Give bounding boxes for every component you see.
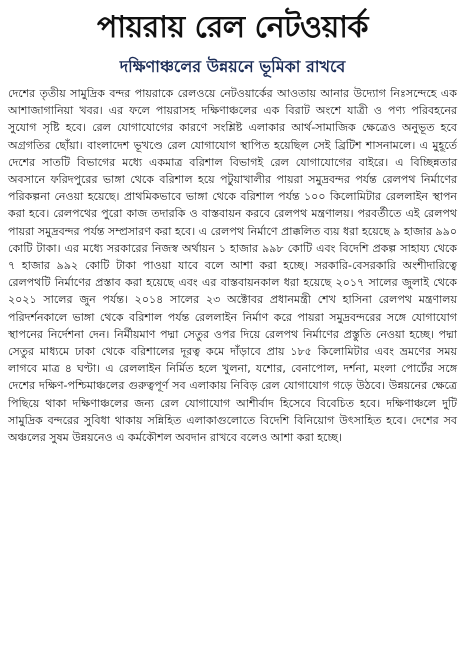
article-body: দেশের তৃতীয় সামুদ্রিক বন্দর পায়রাকে রেলওয়ে নেটওয়ার্কের আওতায় আনার উদ্যোগ নিঃসন্দেহে এক আশাজাগানিয়া খবর। এর ফলে পায়রাসহ দক্ষিণাঞ্চলের এক বিরাট অংশে যাত্রী ও পণ্য পরিবহনের সুযোগ সৃষ্টি হবে। রেল যোগাযোগের কারণে সংশ্লিষ্ট এলাকার আর্থ-সামাজিক ক্ষেত্রেও অনুভূত হবে অগ্রগতির ছোঁয়া। বাংলাদেশ ভূখণ্ডে রেল যোগাযোগ স্থাপিত হয়েছিল সেই ব্রিটিশ শাসনামলে। এ মুহূর্তে দেশের সাতটি বিভাগের মধ্যে একমাত্র বরিশাল বিভাগই রেল যোগাযোগের বাইরে। এ বিচ্ছিন্নতার অবসানে ফরিদপুরের ভাঙ্গা থেকে বরিশাল হয়ে পটুয়াখালীর পায়রা সমুদ্রবন্দর পর্যন্ত রেলপথ নির্মাণের পরিকল্পনা নেওয়া হয়েছে। প্রাথমিকভাবে ভাঙ্গা থেকে বরিশাল পর্যন্ত ১০০ কিলোমিটার রেললাইন স্থাপন করা হবে। রেলপথের পুরো কাজ তদারকি ও বাস্তবায়ন করবে রেলপথ মন্ত্রণালয়। পরবর্তীতে এই রেলপথ পায়রা সমুদ্রবন্দর পর্যন্ত সম্প্রসারণ করা হবে। এ রেলপথ নির্মাণে প্রাক্কলিত ব্যয় ধরা হয়েছে ৯ হাজার ৯৯০ কোটি টাকা। এর মধ্যে সরকারের নিজস্ব অর্থায়ন ১ হাজার ৯৯৮ কোটি এবং বিদেশি প্রকল্প সাহায্য থেকে ৭ হাজার ৯৯২ কোটি টাকা পাওয়া যাবে বলে আশা করা হচ্ছে। সরকারি-বেসরকারি অংশীদারিত্বে রেলপথটি নির্মাণের প্রস্তাব করা হয়েছে এবং এর বাস্তবায়নকাল ধরা হয়েছে ২০১৭ সালের জুলাই থেকে ২০২১ সালের জুন পর্যন্ত। ২০১৪ সালের ২৩ অক্টোবর প্রধানমন্ত্রী শেখ হাসিনা রেলপথ মন্ত্রণালয় পরিদর্শনকালে ভাঙ্গা থেকে বরিশাল পর্যন্ত রেললাইন নির্মাণ করে পায়রা সমুদ্রবন্দরের সঙ্গে যোগাযোগ স্থাপনের নির্দেশনা দেন। নির্মীয়মাণ পদ্মা সেতুর ওপর দিয়ে রেলপথ নির্মাণের প্রস্তুতি নেওয়া হচ্ছে। পদ্মা সেতুর মাধ্যমে ঢাকা থেকে বরিশালের দূরত্ব কমে দাঁড়াবে প্রায় ১৮৫ কিলোমিটার এবং ভ্রমণের সময় লাগবে মাত্র ৪ ঘণ্টা। এ রেললাইন নির্মিত হলে খুলনা, যশোর, বেনাপোল, দর্শনা, মংলা পোর্টের সঙ্গে দেশের দক্ষিণ-পশ্চিমাঞ্চলের গুরুত্বপূর্ণ সব এলাকায় নিবিড় রেল যোগাযোগ গড়ে উঠবে। উন্নয়নের ক্ষেত্রে পিছিয়ে থাকা দক্ষিণাঞ্চলের জন্য রেল যোগাযোগ আশীর্বাদ হিসেবে বিবেচিত হবে। দক্ষিণাঞ্চলে দুটি সামুদ্রিক বন্দরের সুবিধা থাকায় সন্নিহিত এলাকাগুলোতে বিদেশি বিনিয়োগ উৎসাহিত হবে। দেশের সব অঞ্চলের সুষম উন্নয়নেও এ কর্মকৌশল অবদান রাখবে বলেও আশা করা হচ্ছে। xyxy=(8,87,457,445)
article-headline: পায়রায় রেল নেটওয়ার্ক xyxy=(97,10,368,45)
article-subheadline: দক্ষিণাঞ্চলের উন্নয়নে ভূমিকা রাখবে xyxy=(119,57,346,76)
